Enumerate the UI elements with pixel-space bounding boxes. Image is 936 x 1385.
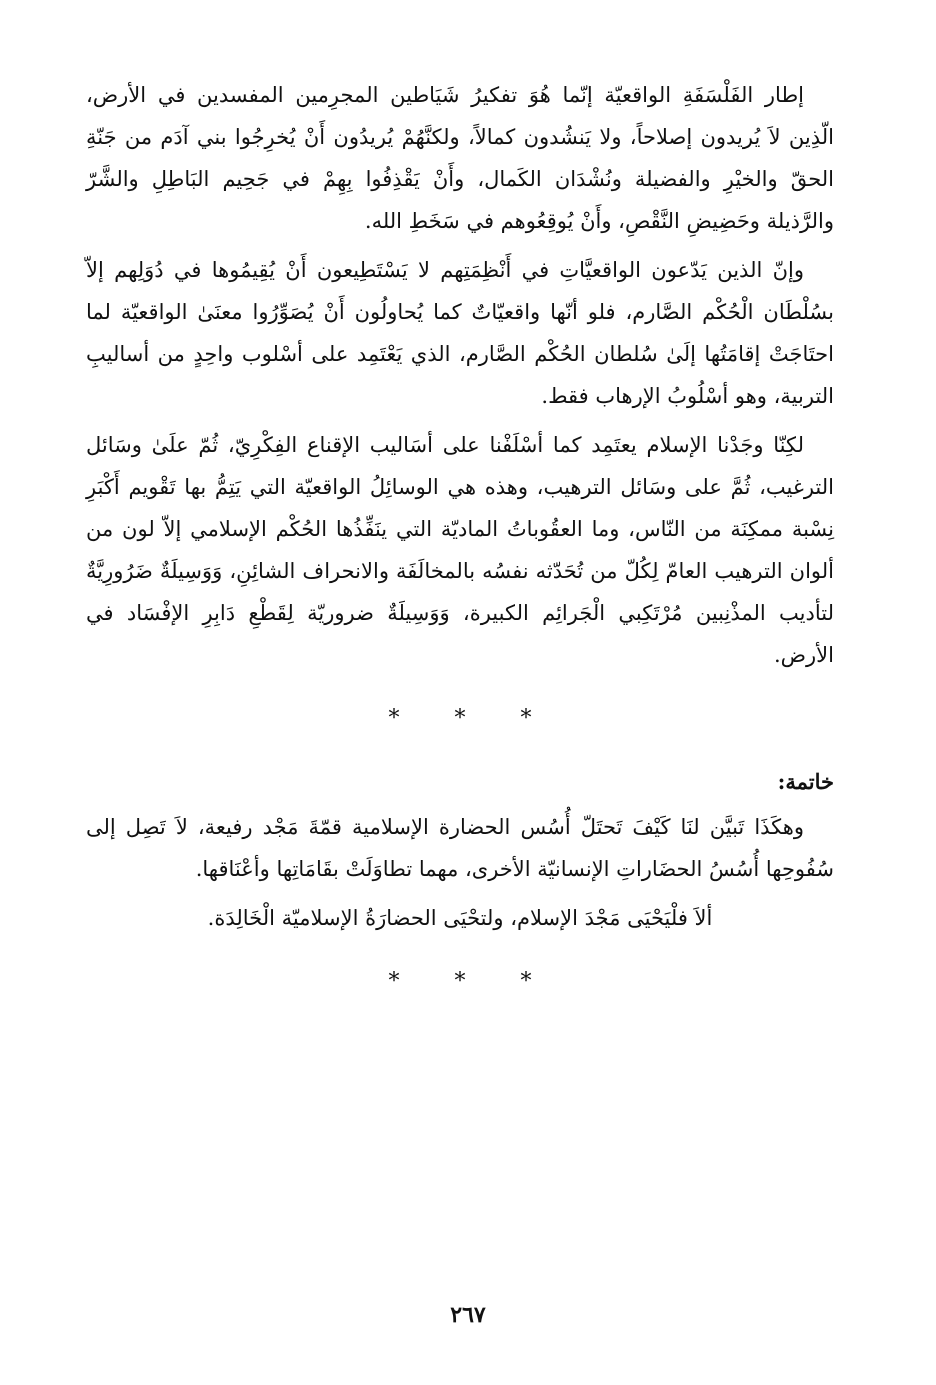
page-number: ٢٦٧ [450, 1302, 486, 1328]
conclusion-heading: خاتمة: [777, 769, 834, 794]
conclusion-paragraph-1: وهكَذَا تَبيَّن لنَا كَيْفَ تَحتَلّ أُسُس الحضارة الإسلامية قمّةَ مَجْد رفيعة، لاَ تَصِل إلى سُفُوحِها أُسُسُ الحضَاراتِ الإنسانيّة الأخرى، مهما تطاوَلَتْ بقَامَاتِها وأعْنَاقها. [86, 815, 834, 881]
paragraph-3: لكِنّا وجَدْنا الإسلام يعتَمِد كما أسْلَفْنا على أسَاليب الإقناع الفِكْرِيّ، ثُمّ علَىٰ وسَائل الترغيب، ثُمَّ على وسَائل الترهيب، وهذه هي الوسائِلُ الواقعيّة التي يَتِمُّ بها تَقْويم أَكْبَرِ نِسْبة ممكِنَة من النّاس، وما العقُوباتُ الماديّة التي ينَفِّذُها الحُكْم الإسلامي إلاّ لون من ألوان الترهيب العامّ لِكُلّ من تُحَدّثه نفسُه بالمخالَفَة والانحراف الشائِنِ، وَوَسِيلَةٌ ضَرُورِيَّةٌ لتأديب المذْنِبين مُرْتَكِبي الْجَرائِم الكبيرة، وَوَسِيلَةٌ ضروريّة لِقَطْعِ دَابِرِ الإفْسَاد في الأرض. [86, 433, 834, 667]
paragraph-2: وإنّ الذين يَدّعون الواقعيَّاتِ في أَنْظِمَتِهم لا يَسْتَطِيعون أَنْ يُقِيمُوها في دُوَلِهم إلاّ بسُلْطَان الْحُكْم الصَّارم، فلو أنّها واقعيّاتٌ كما يُحاولُون أَنْ يُصَوِّرُوا معنَىٰ الواقعيّة لما احتَاجَتْ إقامَتُها إلَىٰ سُلطان الحُكْم الصَّارم، الذي يَعْتَمِد على أسْلوب واحِدٍ من أساليبِ التربية، وهو أسْلُوبُ الإرهاب فقط. [86, 258, 834, 408]
page-body [86, 74, 834, 1025]
paragraph-1: إطار الفَلْسَفَةِ الواقعيّة إنّما هُوَ تفكيرُ شَيَاطين المجرِمين المفسدين في الأرض، الّذِين لاَ يُريدون إصلاحاً، ولا يَنشُدون كمالاً، ولكنَّهُمْ يُريدُون أَنْ يُخرِجُوا بني آدَم من جَنّةِ الحقّ والخيْرِ والفضيلة ونُشْدَان الكَمال، وأَنْ يَقْذِفُوا بِهِمْ في جَحِيم البَاطِلِ والشَّرّ والرَّذيلة وحَضِيضِ النَّقْصِ، وأَنْ يُوقِعُوهم في سَخَطِ الله. [86, 83, 834, 233]
section-separator: * * * [388, 706, 556, 731]
end-separator: * * * [388, 969, 556, 994]
conclusion-paragraph-2: ألاَ فلْيَحْيَى مَجْدَ الإسلام، ولتحْيَى الحضارَةُ الإسلاميّة الْخَالِدَة. [207, 906, 713, 930]
